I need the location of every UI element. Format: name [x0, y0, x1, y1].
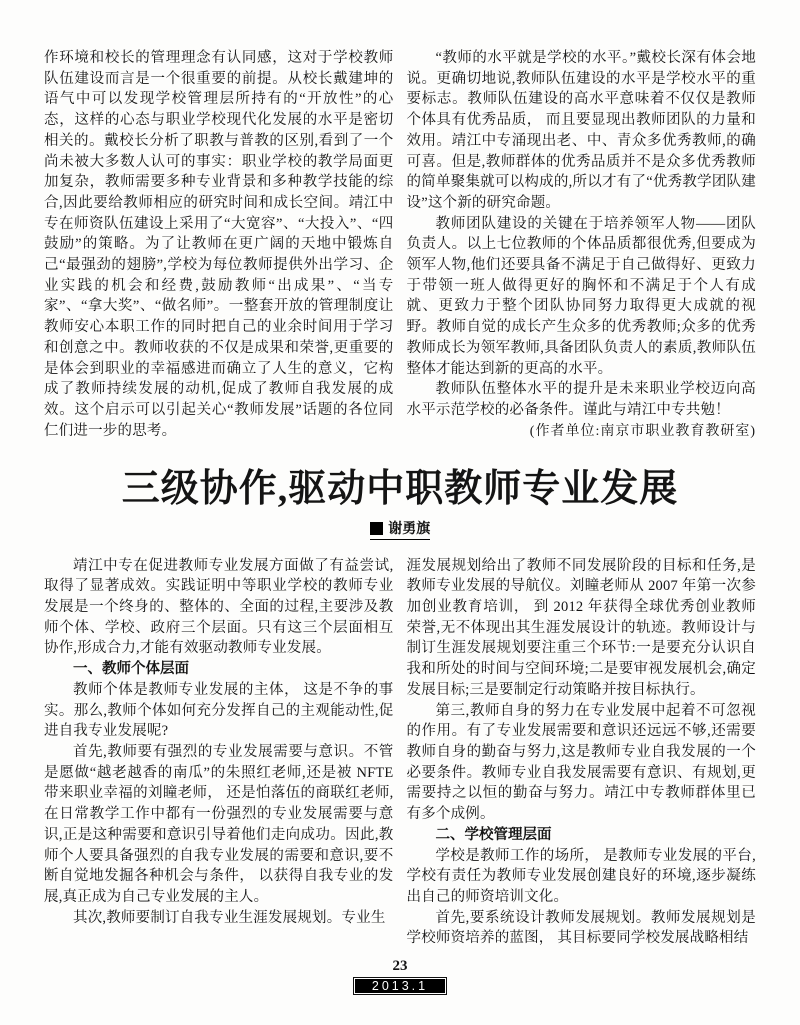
- article-title: 三级协作,驱动中职教师专业发展: [121, 467, 679, 510]
- body-paragraph: 第三,教师自身的努力在专业发展中起着不可忽视的作用。有了专业发展需要和意识还远远不够,还需要教师自身的勤奋与努力,这是教师专业自我发展的一个必要条件。教师专业自我发展需要有意识、有规划,更需要持之以恒的勤奋与努力。靖江中专教师群体里已有多个成例。: [406, 702, 756, 823]
- body-paragraph: “教师的水平就是学校的水平。”戴校长深有体会地说。更确切地说,教师队伍建设的水平是学校水平的重要标志。教师队伍建设的高水平意味着不仅仅是教师个体具有优秀品质， 而且要显现出教师团队的力量和效用。靖江中专涌现出老、中、青众多优秀教师,的确可喜。但是,教师群体的优秀品质并不是众多优秀教师的简单聚集就可以构成的,所以才有了“优秀教学团队建设”这个新的研究命题。: [406, 50, 756, 211]
- byline: [370, 522, 431, 540]
- issue-bar: [353, 977, 447, 995]
- bottom-right-column: [407, 556, 757, 949]
- issue-label: 2013.1: [371, 979, 429, 993]
- page-footer: [0, 958, 800, 995]
- section-heading-1: 一、教师个体层面: [73, 661, 189, 678]
- body-paragraph: 首先,要系统设计教师发展规划。教师发展规划是学校师资培养的蓝图， 其目标要同学校发展战略相结: [406, 909, 756, 947]
- body-paragraph: 靖江中专在促进教师专业发展方面做了有益尝试,取得了显著成效。实践证明中等职业学校的教师专业发展是一个终身的、整体的、全面的过程,主要涉及教师个体、学校、政府三个层面。只有这三个层面相互协作,形成合力,才能有效驱动教师专业发展。: [44, 557, 394, 657]
- page-number: 23: [392, 958, 408, 974]
- article-header: [44, 443, 756, 554]
- bottom-left-column: [44, 556, 394, 949]
- top-left-column: [44, 48, 394, 443]
- body-paragraph: 教师团队建设的关键在于培养领军人物——团队负责人。以上七位教师的个体品质都很优秀,但要成为领军人物,他们还要具备不满足于自己做得好、更致力于带领一班人做得更好的胸怀和不满足于个人有成就、更致力于整个团队协同努力取得更大成就的视野。教师自觉的成长产生众多的优秀教师;众多的优秀教师成长为领军教师,具备团队负责人的素质,教师队伍整体才能达到新的更高的水平。: [406, 215, 756, 377]
- top-right-column: [407, 48, 757, 443]
- body-paragraph: 教师队伍整体水平的提升是未来职业学校迈向高水平示范学校的必备条件。谨此与靖江中专共勉！: [406, 381, 756, 418]
- previous-article-ending: [44, 48, 756, 443]
- body-paragraph: 学校是教师工作的场所， 是教师专业发展的平台,学校有责任为教师专业发展创建良好的环境,逐步凝练出自己的师资培训文化。: [406, 847, 756, 905]
- body-paragraph: 其次,教师要制订自我专业生涯发展规划。专业生: [73, 909, 386, 926]
- body-paragraph: 涯发展规划给出了教师不同发展阶段的目标和任务,是教师专业发展的导航仪。刘瞳老师从 2007 年第一次参加创业教育培训， 到 2012 年获得全球优秀创业教师荣誉,无不体现出其生涯发展设计的轨迹。教师设计与制订生涯发展规划要注重三个环节:一是要充分认识自我和所处的时间与空间环境;二是要审视发展机会,确定发展目标;三是要制定行动策略并按目标执行。: [406, 557, 756, 698]
- section-heading-2: 二、学校管理层面: [435, 826, 552, 843]
- article-body: [44, 556, 756, 949]
- author-name: 谢勇旗: [388, 521, 431, 537]
- author-square-icon: [370, 522, 383, 535]
- body-paragraph: 作环境和校长的管理理念有认同感，这对于学校教师队伍建设而言是一个很重要的前提。从校长戴建坤的语气中可以发现学校管理层所持有的“开放性”的心态，这样的心态与职业学校现代化发展的水平是密切相关的。戴校长分析了职教与普教的区别,看到了一个尚未被大多数人认可的事实：职业学校的教学局面更加复杂，教师需要多种专业背景和多种教学技能的综合,因此要给教师相应的研究时间和成长空间。靖江中专在师资队伍建设上采用了“大宽容”、“大投入”、“四鼓励”的策略。为了让教师在更广阔的天地中锻炼自己“最强劲的翅膀”,学校为每位教师提供外出学习、企业实践的机会和经费,鼓励教师“出成果”、“当专家”、“拿大奖”、“做名师”。一整套开放的管理制度让教师安心本职工作的同时把自己的业余时间用于学习和创意之中。教师收获的不仅是成果和荣誉,更重要的是体会到职业的幸福感进而确立了人生的意义，它构成了教师持续发展的动机,促成了教师自我发展的成效。这个启示可以引起关心“教师发展”话题的各位同仁们进一步的思考。: [44, 50, 394, 439]
- body-paragraph: 教师个体是教师专业发展的主体， 这是不争的事实。那么,教师个体如何充分发挥自己的主观能动性,促进自我专业发展呢?: [44, 681, 394, 740]
- body-paragraph: 首先,教师要有强烈的专业发展需要与意识。不管是愿做“越老越香的南瓜”的朱照红老师,还是被 NFTE 带来职业幸福的刘瞳老师， 还是怕落伍的商联红老师,在日常教学工作中都有一份强烈的专业发展需要与意识,正是这种需要和意识引导着他们走向成功。因此,教师个人要具备强烈的自我专业发展的需要和意识,要不断自觉地发掘各种机会与条件， 以获得自我专业的发展,真正成为自己专业发展的主人。: [44, 743, 394, 905]
- author-affiliation: (作者单位:南京市职业教育教研室): [529, 423, 756, 439]
